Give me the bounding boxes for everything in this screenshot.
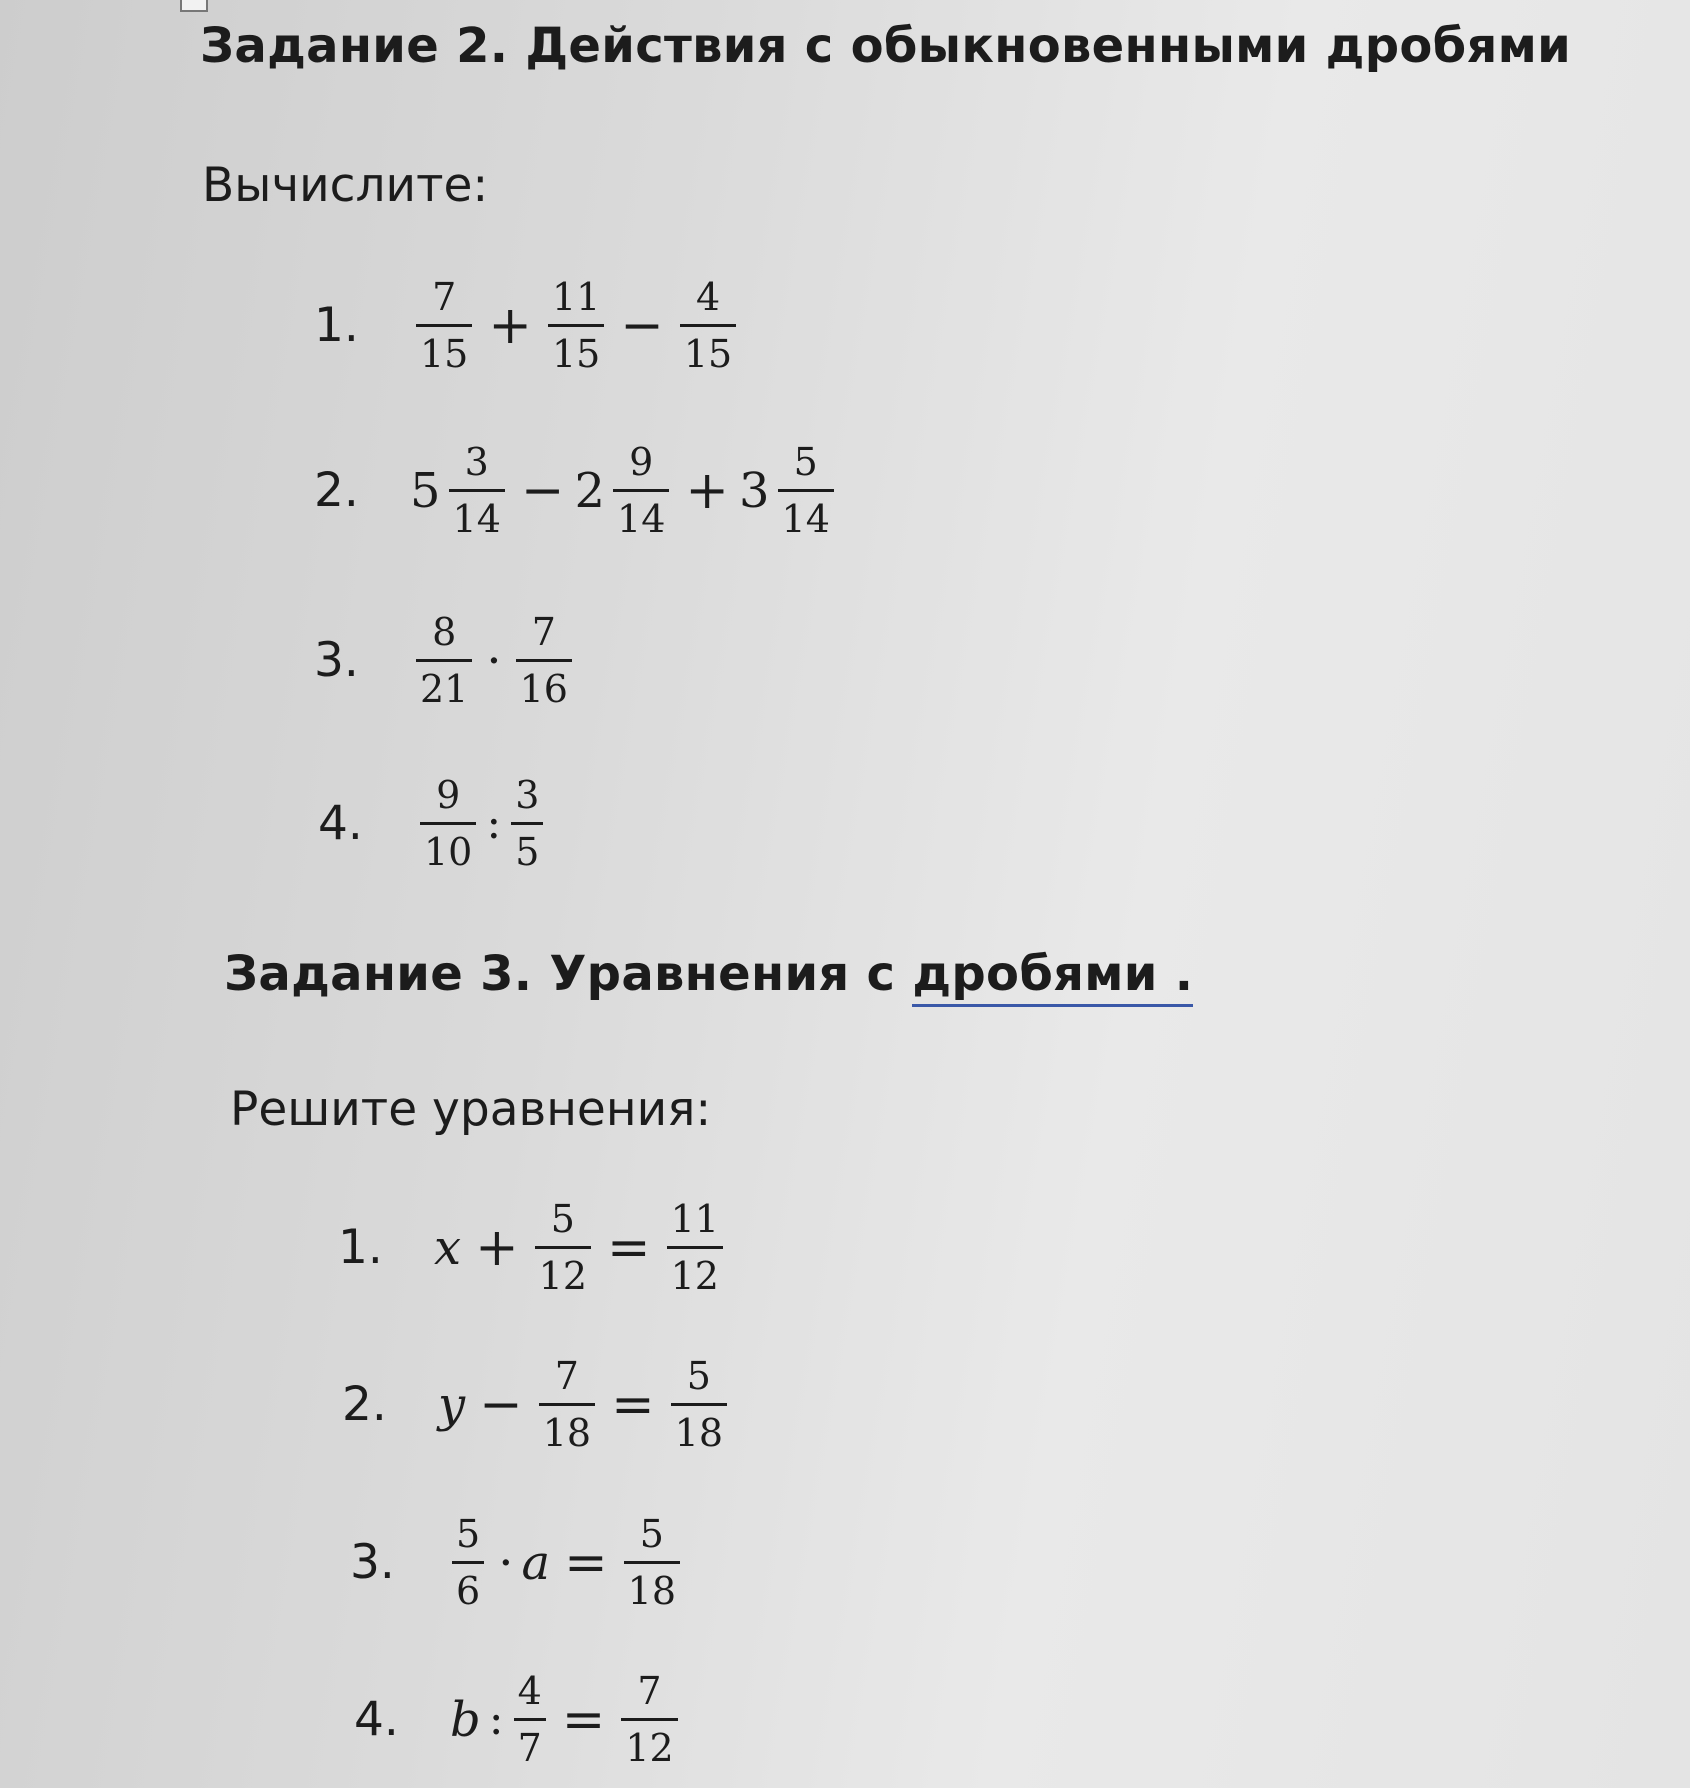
numerator: 9 — [629, 440, 654, 484]
operator: = — [561, 1689, 606, 1750]
operator: − — [479, 1374, 523, 1435]
task2-heading: Задание 2. Действия с обыкновенными дробями — [200, 18, 1572, 74]
fraction — [624, 1512, 680, 1613]
task3-item-1 — [338, 1197, 729, 1298]
numerator: 4 — [517, 1669, 542, 1713]
numerator: 7 — [531, 610, 556, 654]
task2-item-4 — [318, 773, 549, 874]
numerator: 5 — [686, 1354, 711, 1398]
numerator: 5 — [550, 1197, 575, 1241]
fraction — [420, 773, 476, 874]
fraction — [516, 610, 572, 711]
whole-number: 3 — [738, 462, 770, 519]
task3-item-2 — [342, 1354, 733, 1455]
task3-heading — [224, 946, 1193, 1002]
denominator: 18 — [671, 1403, 727, 1452]
fraction — [778, 440, 834, 541]
multiply-sign: · — [486, 632, 502, 689]
item-number: 1. — [314, 298, 359, 353]
variable: y — [438, 1376, 466, 1433]
item-number: 2. — [314, 463, 359, 518]
operator: − — [620, 295, 664, 356]
numerator: 3 — [464, 440, 489, 484]
variable: b — [450, 1691, 481, 1748]
numerator: 3 — [515, 773, 540, 817]
fraction — [449, 440, 505, 541]
math-expression — [438, 1354, 733, 1455]
numerator: 5 — [639, 1512, 664, 1556]
operator: = — [611, 1374, 655, 1435]
numerator: 7 — [432, 275, 457, 319]
item-number: 4. — [318, 796, 363, 851]
denominator: 12 — [621, 1718, 677, 1767]
task3-instruction: Решите уравнения: — [230, 1082, 712, 1137]
task2-item-2 — [314, 440, 840, 541]
denominator: 14 — [449, 489, 505, 538]
page-corner-marker — [180, 0, 208, 12]
fraction — [416, 610, 472, 711]
whole-number: 2 — [574, 462, 606, 519]
variable: x — [434, 1219, 462, 1276]
fraction — [514, 1669, 546, 1770]
denominator: 14 — [613, 489, 669, 538]
math-expression — [446, 1512, 686, 1613]
fraction — [416, 275, 472, 376]
denominator: 18 — [624, 1561, 680, 1610]
math-expression — [410, 440, 840, 541]
numerator: 11 — [670, 1197, 719, 1241]
numerator: 8 — [432, 610, 457, 654]
denominator: 16 — [516, 659, 572, 708]
operator: = — [607, 1217, 651, 1278]
denominator: 12 — [535, 1246, 591, 1295]
task2-item-1 — [314, 275, 742, 376]
divide-sign: : — [486, 798, 502, 849]
denominator: 15 — [416, 324, 472, 373]
task3-heading-text: Задание 3. Уравнения с — [224, 946, 913, 1002]
fraction — [452, 1512, 484, 1613]
fraction — [539, 1354, 595, 1455]
operator: + — [475, 1217, 519, 1278]
task3-heading-underlined: дробями . — [912, 946, 1193, 1007]
denominator: 12 — [667, 1246, 723, 1295]
fraction — [535, 1197, 591, 1298]
denominator: 15 — [680, 324, 736, 373]
denominator: 10 — [420, 822, 476, 871]
fraction — [667, 1197, 723, 1298]
operator: + — [488, 295, 532, 356]
task3-item-3 — [350, 1512, 686, 1613]
task2-item-3 — [314, 610, 578, 711]
fraction — [621, 1669, 677, 1770]
item-number: 2. — [342, 1377, 387, 1432]
fraction — [671, 1354, 727, 1455]
divide-sign: : — [488, 1694, 504, 1745]
fraction — [680, 275, 736, 376]
operator: + — [685, 460, 729, 521]
math-expression — [410, 610, 578, 711]
denominator: 18 — [539, 1403, 595, 1452]
task3-item-4 — [354, 1669, 684, 1770]
item-number: 4. — [354, 1692, 399, 1747]
item-number: 3. — [350, 1535, 395, 1590]
operator: − — [520, 460, 565, 521]
numerator: 9 — [436, 773, 461, 817]
denominator: 7 — [514, 1718, 546, 1767]
denominator: 14 — [778, 489, 834, 538]
task2-instruction: Вычислите: — [202, 158, 489, 213]
denominator: 21 — [416, 659, 472, 708]
fraction — [511, 773, 543, 874]
numerator: 7 — [554, 1354, 579, 1398]
multiply-sign: · — [498, 1534, 514, 1591]
item-number: 3. — [314, 633, 359, 688]
denominator: 5 — [511, 822, 543, 871]
fraction — [548, 275, 604, 376]
variable: a — [521, 1534, 551, 1591]
whole-number: 5 — [410, 462, 441, 519]
denominator: 6 — [452, 1561, 484, 1610]
math-expression — [450, 1669, 684, 1770]
operator: = — [564, 1532, 608, 1593]
fraction — [613, 440, 669, 541]
numerator: 4 — [695, 275, 721, 319]
item-number: 1. — [338, 1220, 383, 1275]
math-expression — [414, 773, 549, 874]
numerator: 11 — [551, 275, 601, 319]
numerator: 7 — [637, 1669, 662, 1713]
math-expression — [434, 1197, 729, 1298]
numerator: 5 — [793, 440, 818, 484]
math-expression — [410, 275, 742, 376]
denominator: 15 — [548, 324, 604, 373]
numerator: 5 — [456, 1512, 481, 1556]
